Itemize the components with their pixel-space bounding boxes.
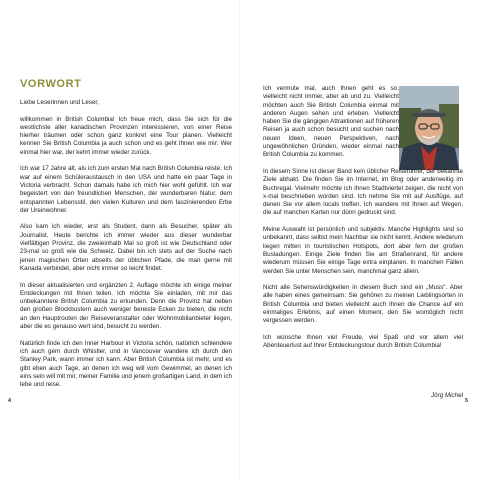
paragraph: Ich vermute mal, auch Ihnen geht es so, vielleicht nicht immer, aber ab und zu. Vielleicht möchten auch Sie British Columbia einmal mit anderen Augen sehen und erleben. Vielleicht haben Sie die gängigen Attraktionen auf früheren Reisen ja auch schon besucht und suchen nach neuen Ideen, neuen Perspektiven, nach ungewöhnlichen Gründen, wieder einmal nach British Columbia zu kommen.: [263, 85, 399, 159]
page-heading: VORWORT: [20, 78, 82, 90]
paragraph: In dieser aktualisierten und ergänzten 2. Auflage möchte ich einige meiner Entdeckungen mit Ihnen teilen. Ich möchte Sie einladen, mit mir das unbekanntere British Columbia zu erkunden. Denn die Provinz hat neben den großen Blockbustern auch weniger bereiste Ecken zu bieten, die nicht an den Hauptrouten der Reiseveranstalter oder Wohnmobilanbieter liegen, aber die es genauso wert sind, besucht zu werden.: [20, 281, 232, 331]
paragraph: Also kam ich wieder, erst als Student, dann als Besucher, später als Journalist. Heute berichte ich immer wieder aus dieser wunderbar vielfältigen Provinz, die zweieinhalb Mal so groß ist wie Deutschland oder 23-mal so groß wie die Schweiz. Dabei bin ich stets auf der Suche nach jenen magischen Orten abseits der üblichen Pfade, die man gerne mit Kanada verbindet, aber nicht immer so leicht findet.: [20, 223, 232, 272]
paragraph: Meine Auswahl ist persönlich und subjektiv. Manche Highlights sind so unbekannt, dass selbst mein Nachbar sie nicht kennt. Andere wiederum liegen mitten in touristischen Hotspots, dort aber fern der großen Busladungen. Einige Ziele finden Sie am Straßenrand, für andere wiederum müssen Sie einige Tage extra einplanen. In manchen Fällen werden Sie unter Menschen sein, manchmal ganz allein.: [263, 226, 463, 275]
paragraph: willkommen in British Columbia! Ich freue mich, dass Sie sich für die westlichste aller kanadischen Provinzen interessieren, von einer Reise hierher träumen oder schon ganz konkret eine Tour planen. Vielleicht kennen Sie British Columbia ja auch schon und es geht Ihnen wie mir: Wer einmal hier war, der kehrt immer wieder zurück.: [20, 115, 232, 156]
paragraph: In diesem Sinne ist dieser Band kein üblicher Reiseführer, der bekannte Ziele abhakt. Die finden Sie im Internet, im Blog oder anderweitig im Buchregal. Vielmehr möchte ich Ihnen Stadtviertel zeigen, die nicht von x-mal beschrieben worden sind. Ich nehme Sie mit auf Ausflüge, auf denen Sie vor allem locals treffen. Ich wandere mit Ihnen auf Wegen, die auf manchen Karten nur dünn gedruckt sind.: [263, 167, 463, 217]
salutation: Liebe Leserinnen und Leser,: [20, 99, 99, 106]
author-signature: Jörg Michel: [431, 392, 463, 399]
paragraph: Natürlich finde ich den Inner Harbour in Victoria schön, natürlich schlendere ich auch gern durch Whistler, und in Vancouver wandere ich durch den Stanley Park, wann immer ich kann. Aber British Columbia ist mehr, und es gibt eben auch Tage, an denen ich weg will vom Gewimmel, an denen ich eins sein will mit mir, meiner Familie und jenem großartigen Land, in dem ich lebe und reise.: [20, 339, 232, 389]
page-number-left: 4: [8, 398, 12, 404]
paragraph: Nicht alle Sehenswürdigkeiten in diesem Buch sind ein „Muss“. Aber alle haben eines gemeinsam: Sie gehören zu meinen Lieblingsorten in British Columbia und bieten vielleicht auch Ihnen die Chance auf ein einmaliges Erlebnis, auf einen Moment, den Sie womöglich nicht vergessen werden.: [263, 284, 463, 325]
page-number-right: 5: [465, 398, 469, 404]
paragraph: Ich war 17 Jahre alt, als ich zum ersten Mal nach British Columbia reiste. Ich war auf einem Schüleraustausch in den USA und hatte ein paar Tage in Victoria verbracht. Schon damals habe ich mich hier wohl gefühlt. Ich war begeistert von den freundlichen Menschen, der wunderbaren Natur, dem entspannten Lebensstil, den vielen Kulturen und dem faszinierenden Erbe der Ureinwohner.: [20, 165, 232, 214]
right-text-column: [263, 85, 463, 359]
left-text-column: [20, 99, 232, 398]
paragraph: Ich wünsche Ihnen viel Freude, viel Spaß und vor allem viel Abenteuerlust auf Ihrer Entdeckungstour durch British Columbia!: [263, 333, 463, 350]
